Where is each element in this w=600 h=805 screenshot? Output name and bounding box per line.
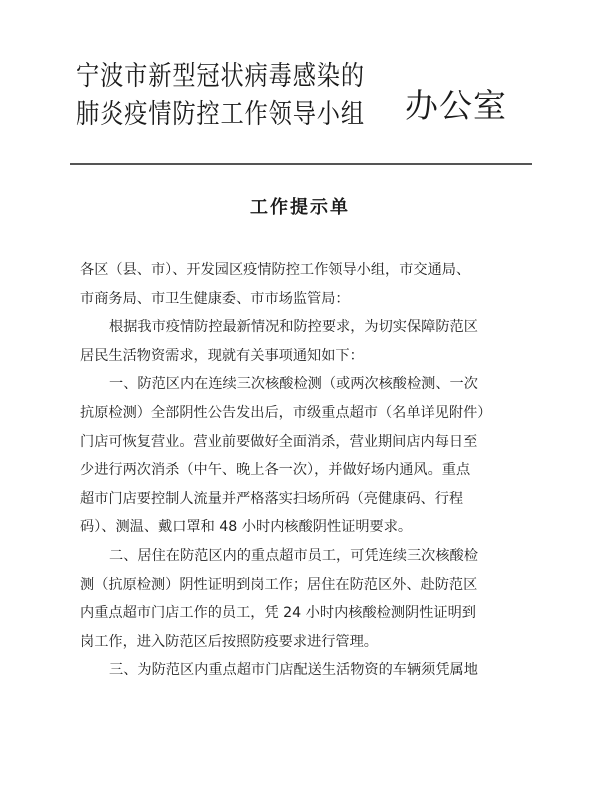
- body-line: 一、防范区内在连续三次核酸检测（或两次核酸检测、一次: [109, 376, 478, 393]
- body-line: 门店可恢复营业。营业前要做好全面消杀，营业期间店内每日至: [80, 433, 478, 450]
- body-line: 根据我市疫情防控最新情况和防控要求，为切实保障防范区: [109, 319, 478, 336]
- organization-name: [76, 58, 365, 134]
- letterhead: [76, 58, 536, 148]
- body-line: 码）、测温、戴口罩和 48 小时内核酸阴性证明要求。: [80, 519, 413, 536]
- body-line: 超市门店要控制人流量并严格落实扫场所码（亮健康码、行程: [80, 490, 464, 507]
- body-line: 各区（县、市）、开发园区疫情防控工作领导小组，市交通局、: [80, 262, 471, 278]
- document-title: 工作提示单: [250, 197, 350, 218]
- organization-name-line-1: 宁波市新型冠状病毒感染的: [76, 61, 365, 92]
- body-line: 岗工作，进入防范区后按照防疫要求进行管理。: [80, 633, 378, 650]
- body-line: 少进行两次消杀（中午、晚上各一次），并做好场内通风。重点: [80, 462, 471, 479]
- document-body: [80, 256, 528, 685]
- body-line: 内重点超市门店工作的员工，凭 24 小时内核酸检测阴性证明到: [80, 605, 476, 622]
- body-line: 抗原检测）全部阴性公告发出后，市级重点超市（名单详见附件）: [80, 404, 492, 421]
- body-line: 二、居住在防范区内的重点超市员工，可凭连续三次核酸检: [109, 547, 478, 564]
- body-line: 居民生活物资需求，现就有关事项通知如下：: [80, 347, 364, 364]
- body-line: 测（抗原检测）阴性证明到岗工作；居住在防范区外、赴防范区: [80, 576, 478, 593]
- body-line: 市商务局、市卫生健康委、市市场监管局：: [80, 290, 350, 307]
- organization-name-line-2: 肺炎疫情防控工作领导小组: [76, 99, 365, 130]
- letterhead-divider: [70, 163, 532, 165]
- office-label: 办公室: [405, 86, 507, 125]
- body-line: 三、为防范区内重点超市门店配送生活物资的车辆须凭属地: [109, 662, 478, 679]
